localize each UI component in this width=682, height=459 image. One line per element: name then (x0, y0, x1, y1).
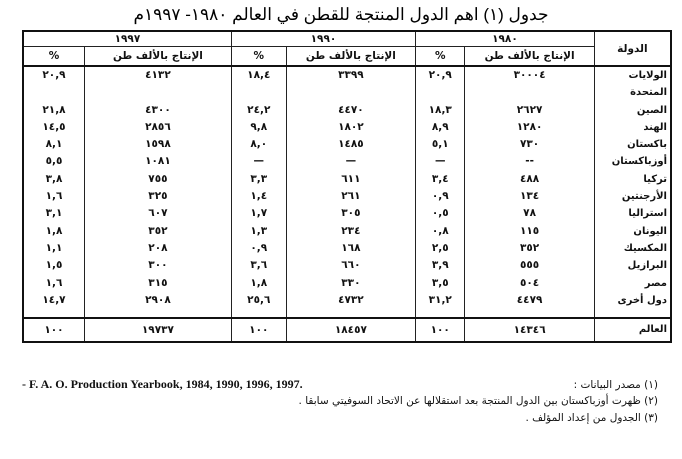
year-header-row (23, 31, 671, 47)
production-1997-cell: ٧٥٥ (84, 171, 231, 188)
percent-1990-cell: ٣,٦ (231, 257, 286, 274)
country-cell: المتحدة (594, 84, 671, 101)
production-table-container (22, 30, 672, 343)
percent-1980-cell: ٠,٩ (416, 188, 465, 205)
production-1990-cell: — (286, 153, 415, 170)
production-1990-cell: ٣٣٠ (286, 275, 415, 292)
footnote-source-label: (١) مصدر البيانات : (573, 379, 658, 391)
percent-1997-cell: ٢٠,٩ (23, 66, 84, 84)
production-1980-cell: ١١٥ (465, 223, 594, 240)
percent-1980-cell: ٥,١ (416, 136, 465, 153)
production-1990-cell: ٣٣٩٩ (286, 66, 415, 84)
production-header-1990: الإنتاج بالألف طن (286, 47, 415, 67)
table-row (23, 171, 671, 188)
percent-1990-cell: — (231, 153, 286, 170)
percent-1997-cell: ٣,٨ (23, 171, 84, 188)
spacer-cell (23, 309, 84, 318)
spacer-cell (231, 309, 286, 318)
country-cell: أوزباكستان (594, 153, 671, 170)
country-cell: الهند (594, 119, 671, 136)
country-cell: اليونان (594, 223, 671, 240)
country-column-header: الدولة (594, 31, 671, 66)
percent-1990-cell: ١,٨ (231, 275, 286, 292)
production-1980-cell: ٤٤٧٩ (465, 292, 594, 309)
table-row (23, 119, 671, 136)
percent-1997-cell: ١,٦ (23, 188, 84, 205)
production-1980-cell: ١٣٤ (465, 188, 594, 205)
production-1990-cell: ١٨٠٢ (286, 119, 415, 136)
table-row (23, 223, 671, 240)
production-1980-cell: ١٤٣٤٦ (465, 318, 594, 342)
production-1997-cell: ١٩٧٣٧ (84, 318, 231, 342)
country-cell: الولايات (594, 66, 671, 84)
percent-1997-cell: ١٤,٧ (23, 292, 84, 309)
year-header-1990: ١٩٩٠ (231, 31, 415, 47)
footnote-author-text: (٣) الجدول من إعداد المؤلف . (525, 412, 658, 424)
table-row (23, 257, 671, 274)
production-1980-cell: -- (465, 153, 594, 170)
production-1997-cell (84, 84, 231, 101)
percent-1980-cell: ٣,٥ (416, 275, 465, 292)
percent-1980-cell: ٣,٩ (416, 257, 465, 274)
production-1980-cell: ٣٠٠٠٤ (465, 66, 594, 84)
year-header-1980: ١٩٨٠ (416, 31, 595, 47)
percent-header-1980: % (416, 47, 465, 67)
production-1990-cell: ٤٤٧٠ (286, 102, 415, 119)
percent-1990-cell: ١٨,٤ (231, 66, 286, 84)
percent-1990-cell (231, 84, 286, 101)
total-row (23, 318, 671, 342)
production-1990-cell: ٢٣٤ (286, 223, 415, 240)
cotton-production-table (22, 30, 672, 343)
production-1990-cell: ١٨٤٥٧ (286, 318, 415, 342)
country-cell: استراليا (594, 205, 671, 222)
percent-1980-cell (416, 84, 465, 101)
production-1990-cell: ٦٦٠ (286, 257, 415, 274)
production-1990-cell: ٢٦١ (286, 188, 415, 205)
percent-header-1990: % (231, 47, 286, 67)
country-cell: تركيا (594, 171, 671, 188)
country-cell: مصر (594, 275, 671, 292)
percent-1997-cell: ١,٥ (23, 257, 84, 274)
spacer-cell (84, 309, 231, 318)
country-cell: باكستان (594, 136, 671, 153)
percent-1980-cell: ٣,٤ (416, 171, 465, 188)
production-1990-cell (286, 84, 415, 101)
production-1980-cell: ٥٥٥ (465, 257, 594, 274)
footnotes (22, 376, 658, 427)
production-header-1997: الإنتاج بالألف طن (84, 47, 231, 67)
footnote-author (22, 410, 658, 427)
spacer-row (23, 309, 671, 318)
production-1997-cell: ٢٩٠٨ (84, 292, 231, 309)
table-row (23, 275, 671, 292)
percent-1990-cell: ٢٥,٦ (231, 292, 286, 309)
percent-1997-cell: ١٠٠ (23, 318, 84, 342)
table-row (23, 136, 671, 153)
production-1997-cell: ٣٢٥ (84, 188, 231, 205)
country-cell: العالم (594, 318, 671, 342)
production-1980-cell: ٧٣٠ (465, 136, 594, 153)
production-1980-cell: ٢٦٢٧ (465, 102, 594, 119)
percent-1980-cell: ١٨,٣ (416, 102, 465, 119)
footnote-source (22, 376, 658, 393)
percent-1997-cell: ١,٦ (23, 275, 84, 292)
production-1980-cell: ٣٥٢ (465, 240, 594, 257)
production-1997-cell: ٤١٣٢ (84, 66, 231, 84)
percent-1997-cell: ٨,١ (23, 136, 84, 153)
percent-1990-cell: ١,٤ (231, 188, 286, 205)
subheader-row (23, 47, 671, 67)
table-row (23, 84, 671, 101)
percent-1980-cell: ١٠٠ (416, 318, 465, 342)
production-1980-cell: ٥٠٤ (465, 275, 594, 292)
percent-1980-cell: — (416, 153, 465, 170)
country-cell: البرازيل (594, 257, 671, 274)
percent-1997-cell: ١٤,٥ (23, 119, 84, 136)
production-1990-cell: ٣٠٥ (286, 205, 415, 222)
production-1997-cell: ٤٣٠٠ (84, 102, 231, 119)
percent-1997-cell (23, 84, 84, 101)
percent-1997-cell: ١,٨ (23, 223, 84, 240)
percent-1990-cell: ٨,٠ (231, 136, 286, 153)
footnote-source-reference: - F. A. O. Production Yearbook, 1984, 1990, 1996, 1997. (22, 377, 303, 391)
production-1997-cell: ٢٠٨ (84, 240, 231, 257)
percent-1990-cell: ٩,٨ (231, 119, 286, 136)
country-cell: دول أخرى (594, 292, 671, 309)
percent-1997-cell: ٢١,٨ (23, 102, 84, 119)
production-1997-cell: ٣٠٠ (84, 257, 231, 274)
table-row (23, 240, 671, 257)
production-1997-cell: ١٠٨١ (84, 153, 231, 170)
production-1997-cell: ٣٥٢ (84, 223, 231, 240)
production-1980-cell: ١٢٨٠ (465, 119, 594, 136)
percent-1997-cell: ١,١ (23, 240, 84, 257)
production-1990-cell: ٤٧٣٢ (286, 292, 415, 309)
footnote-uzbekistan-text: (٢) ظهرت أوزباكستان بين الدول المنتجة بعد استقلالها عن الاتحاد السوفيتي سابقا . (298, 395, 658, 407)
table-row (23, 188, 671, 205)
production-1997-cell: ٦٠٧ (84, 205, 231, 222)
percent-header-1997: % (23, 47, 84, 67)
percent-1980-cell: ٣١,٢ (416, 292, 465, 309)
production-1980-cell (465, 84, 594, 101)
percent-1990-cell: ١,٣ (231, 223, 286, 240)
year-header-1997: ١٩٩٧ (23, 31, 231, 47)
percent-1980-cell: ٢٠,٩ (416, 66, 465, 84)
table-body (23, 66, 671, 342)
production-1997-cell: ١٥٩٨ (84, 136, 231, 153)
production-1997-cell: ٣١٥ (84, 275, 231, 292)
country-cell: الصين (594, 102, 671, 119)
percent-1980-cell: ٨,٩ (416, 119, 465, 136)
spacer-cell (465, 309, 594, 318)
production-1980-cell: ٧٨ (465, 205, 594, 222)
percent-1990-cell: ١٠٠ (231, 318, 286, 342)
footnote-uzbekistan (22, 393, 658, 410)
percent-1990-cell: ٣,٣ (231, 171, 286, 188)
production-1997-cell: ٢٨٥٦ (84, 119, 231, 136)
percent-1990-cell: ٠,٩ (231, 240, 286, 257)
table-row (23, 153, 671, 170)
production-1980-cell: ٤٨٨ (465, 171, 594, 188)
production-1990-cell: ١٤٨٥ (286, 136, 415, 153)
table-row (23, 102, 671, 119)
production-1990-cell: ٦١١ (286, 171, 415, 188)
percent-1980-cell: ٠,٨ (416, 223, 465, 240)
percent-1997-cell: ٥,٥ (23, 153, 84, 170)
country-cell: المكسيك (594, 240, 671, 257)
percent-1980-cell: ٢,٥ (416, 240, 465, 257)
table-row (23, 205, 671, 222)
table-row (23, 66, 671, 84)
country-cell: الأرجنتين (594, 188, 671, 205)
production-1990-cell: ١٦٨ (286, 240, 415, 257)
table-row (23, 292, 671, 309)
production-header-1980: الإنتاج بالألف طن (465, 47, 594, 67)
table-title: جدول (١) اهم الدول المنتجة للقطن في العالم ١٩٨٠- ١٩٩٧م (133, 5, 549, 24)
spacer-cell (416, 309, 465, 318)
percent-1990-cell: ١,٧ (231, 205, 286, 222)
spacer-cell (286, 309, 415, 318)
percent-1990-cell: ٢٤,٢ (231, 102, 286, 119)
spacer-cell (594, 309, 671, 318)
percent-1980-cell: ٠,٥ (416, 205, 465, 222)
percent-1997-cell: ٣,١ (23, 205, 84, 222)
